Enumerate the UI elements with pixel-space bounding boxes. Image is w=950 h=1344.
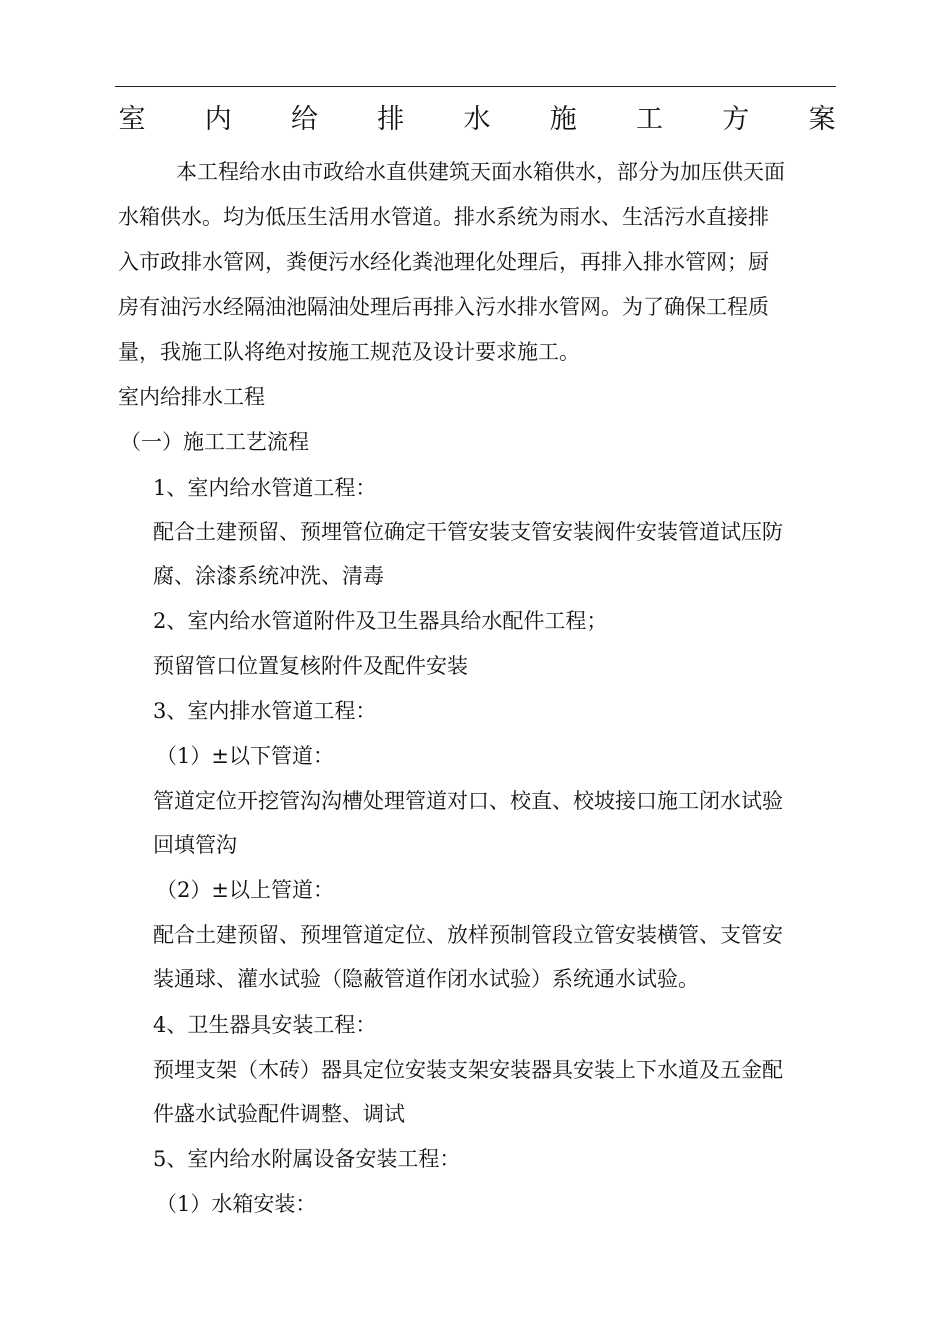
list-item: 管道定位开挖管沟沟槽处理管道对口、校直、校坡接口施工闭水试验 bbox=[153, 789, 783, 813]
list-item: （1）±以下管道： bbox=[156, 744, 334, 768]
list-item: 5、室内给水附属设备安装工程： bbox=[153, 1147, 461, 1171]
title-char: 案 bbox=[808, 103, 836, 135]
list-item: 3、室内排水管道工程： bbox=[153, 699, 377, 723]
subsection-heading: （一）施工工艺流程 bbox=[120, 430, 309, 454]
list-item: 预埋支架（木砖）器具定位安装支架安装器具安装上下水道及五金配 bbox=[153, 1058, 783, 1082]
section-heading: 室内给排水工程 bbox=[118, 385, 265, 409]
title-char: 内 bbox=[204, 103, 232, 135]
document-title bbox=[117, 96, 837, 136]
title-char: 排 bbox=[377, 103, 405, 135]
intro-line: 水箱供水。均为低压生活用水管道。排水系统为雨水、生活污水直接排 bbox=[118, 205, 769, 229]
intro-line: 入市政排水管网，粪便污水经化粪池理化处理后，再排入排水管网；厨 bbox=[118, 250, 769, 274]
header-rule bbox=[115, 86, 836, 87]
title-char: 水 bbox=[463, 103, 491, 135]
title-char: 工 bbox=[636, 103, 663, 135]
list-item: 配合土建预留、预埋管道定位、放样预制管段立管安装横管、支管安 bbox=[153, 923, 783, 947]
title-char: 给 bbox=[291, 103, 318, 135]
title-char: 方 bbox=[722, 103, 750, 135]
list-item: 腐、涂漆系统冲洗、清毒 bbox=[153, 564, 384, 588]
intro-line: 本工程给水由市政给水直供建筑天面水箱供水，部分为加压供天面 bbox=[176, 160, 785, 184]
list-item: 装通球、灌水试验（隐蔽管道作闭水试验）系统通水试验。 bbox=[153, 967, 699, 991]
list-item: 件盛水试验配件调整、调试 bbox=[153, 1102, 405, 1126]
intro-line: 量，我施工队将绝对按施工规范及设计要求施工。 bbox=[118, 340, 580, 364]
list-item: 预留管口位置复核附件及配件安装 bbox=[153, 654, 468, 678]
title-char: 施 bbox=[549, 103, 577, 135]
list-item: 2、室内给水管道附件及卫生器具给水配件工程； bbox=[153, 609, 608, 633]
list-item: 4、卫生器具安装工程： bbox=[153, 1013, 377, 1037]
list-item: （2）±以上管道： bbox=[156, 878, 334, 902]
list-item: 回填管沟 bbox=[153, 833, 237, 857]
intro-line: 房有油污水经隔油池隔油处理后再排入污水排水管网。为了确保工程质 bbox=[118, 295, 769, 319]
title-char: 室 bbox=[118, 103, 146, 135]
list-item: 配合土建预留、预埋管位确定干管安装支管安装阀件安装管道试压防 bbox=[153, 520, 783, 544]
list-item: （1）水箱安装： bbox=[156, 1192, 317, 1216]
list-item: 1、室内给水管道工程： bbox=[153, 476, 377, 500]
